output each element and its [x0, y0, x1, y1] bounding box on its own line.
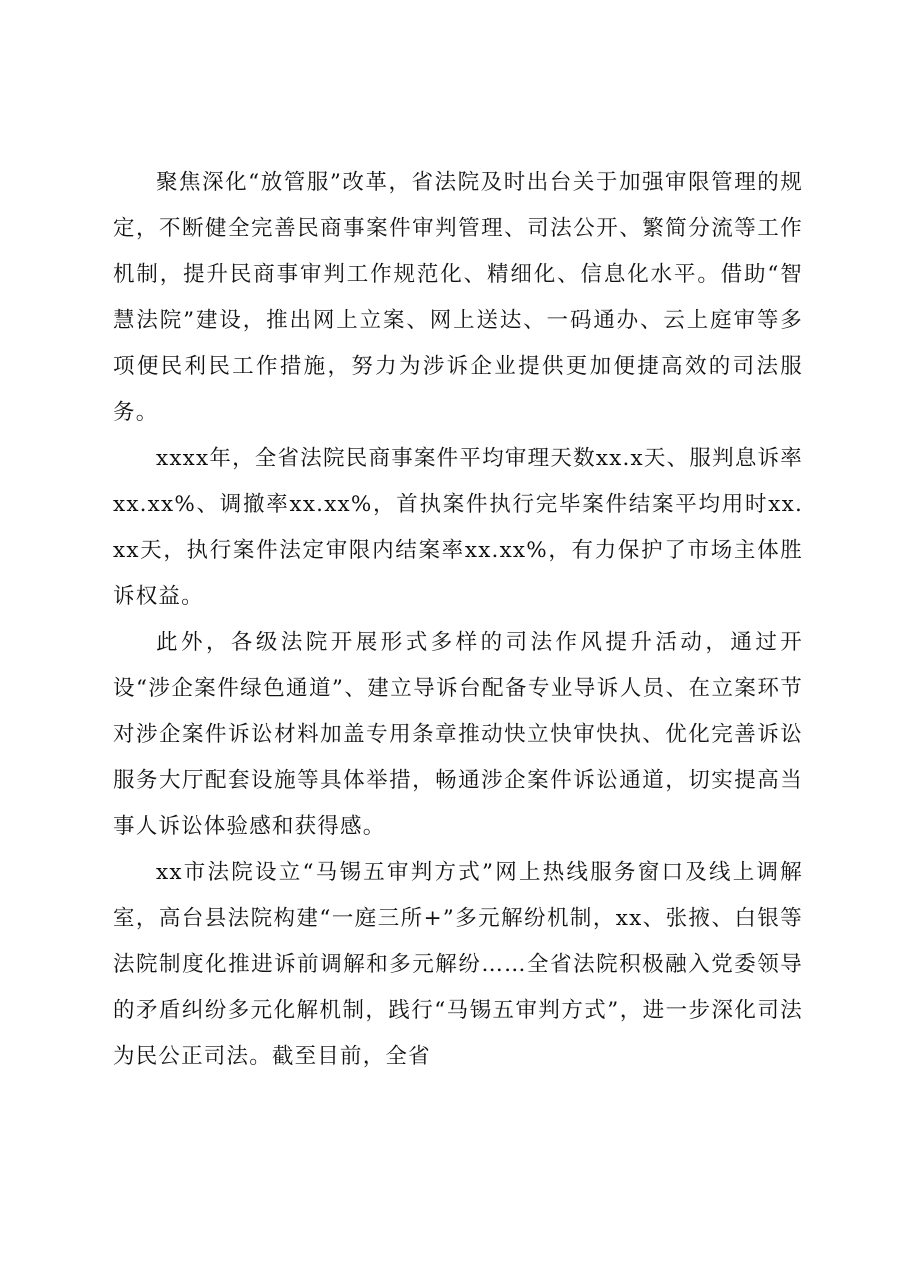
paragraph-statistics: xxxx年，全省法院民商事案件平均审理天数xx.x天、服判息诉率xx.xx%、调撤率xx.xx%，首执案件执行完毕案件结案平均用时xx.xx天，执行案件法定审限内结案率xx.xx%，有力保护了市场主体胜诉权益。 — [113, 446, 803, 609]
paragraph-mediation: xx市法院设立“马锡五审判方式”网上热线服务窗口及线上调解室，高台县法院构建“一庭三所+”多元解纷机制，xx、张掖、白银等法院制度化推进诉前调解和多元解纷……全省法院积极融入党委领导的矛盾纠纷多元化解机制，践行“马锡五审判方式”，进一步深化司法为民公正司法。截至目前，全省 — [113, 860, 803, 1069]
paragraph-reform: 聚焦深化“放管服”改革，省法院及时出台关于加强审限管理的规定，不断健全完善民商事案件审判管理、司法公开、繁简分流等工作机制，提升民商事审判工作规范化、精细化、信息化水平。借助“智慧法院”建设，推出网上立案、网上送达、一码通办、云上庭审等多项便民利民工作措施，努力为涉诉企业提供更加便捷高效的司法服务。 — [113, 170, 803, 425]
document-body — [113, 160, 803, 1080]
paragraph-measures: 此外，各级法院开展形式多样的司法作风提升活动，通过开设“涉企案件绿色通道”、建立导诉台配备专业导诉人员、在立案环节对涉企案件诉讼材料加盖专用条章推动快立快审快执、优化完善诉讼服务大厅配套设施等具体举措，畅通涉企案件诉讼通道，切实提高当事人诉讼体验感和获得感。 — [113, 630, 803, 839]
